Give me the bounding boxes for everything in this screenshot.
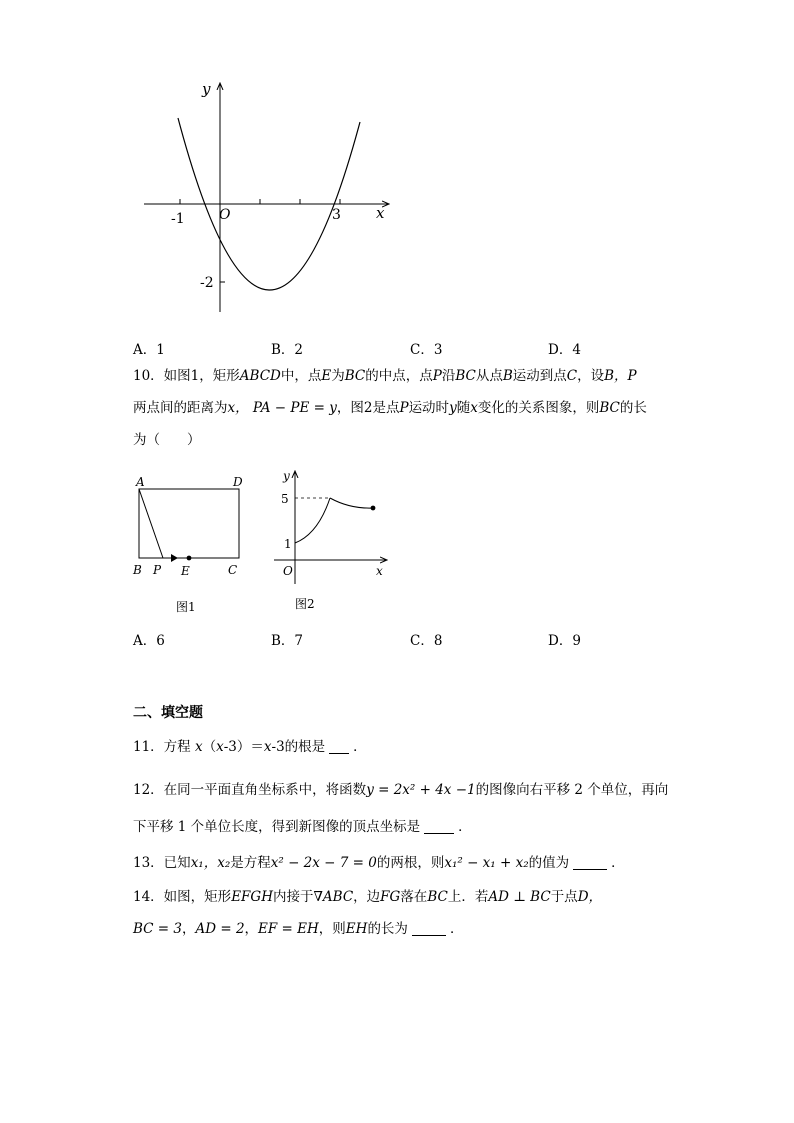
q14-line1: 14．如图，矩形EFGH内接于∇ABC，边FG落在BC上．若AD ⊥ BC于点D， — [133, 889, 603, 905]
origin-label: O — [219, 207, 231, 223]
graph-curve-falling — [330, 498, 373, 508]
q12-line1: 12．在同一平面直角坐标系中，将函数y = 2x² + 4x −1的图像向右平移 2 个单位，再向 — [133, 782, 669, 798]
graph-end-point — [371, 506, 376, 511]
q11-answer-blank[interactable] — [329, 739, 349, 754]
tick-label-neg2: -2 — [200, 275, 214, 291]
q9-option-b[interactable]: B．2 — [271, 342, 304, 358]
tick-label-neg1: -1 — [171, 211, 185, 227]
svg-text:C: C — [228, 563, 238, 577]
svg-text:P: P — [153, 563, 162, 577]
q13-answer-blank[interactable] — [573, 855, 607, 870]
q9-option-d[interactable]: D．4 — [548, 342, 581, 358]
q10-option-b[interactable]: B．7 — [271, 633, 304, 649]
q12-line2: 下平移 1 个单位长度，得到新图像的顶点坐标是 ． — [133, 819, 472, 835]
q10-line2: 两点间的距离为x， PA − PE = y，图2是点P运动时y随x变化的关系图象，则BC的长 — [133, 400, 647, 416]
y-axis-label: y — [202, 80, 211, 98]
q11-line: 11．方程 x（x-3）＝x-3的根是 ． — [133, 739, 367, 755]
rectangle-abcd — [139, 489, 239, 558]
tick-label-3: 3 — [332, 207, 341, 223]
q10-option-d[interactable]: D．9 — [548, 633, 581, 649]
svg-text:A: A — [136, 475, 145, 489]
graph-curve-rising — [295, 498, 330, 543]
q10-option-a[interactable]: A．6 — [133, 633, 165, 649]
svg-text:1: 1 — [284, 537, 292, 551]
parabola-figure — [130, 78, 400, 323]
q12-answer-blank[interactable] — [424, 819, 454, 834]
q13-line: 13．已知x₁，x₂是方程x² − 2x − 7 = 0的两根，则x₁² − x₁ + x₂的值为 ． — [133, 855, 625, 871]
figure-2 — [268, 462, 393, 614]
svg-text:O: O — [283, 564, 293, 578]
q10-line1: 10．如图1，矩形ABCD中，点E为BC的中点，点P沿BC从点B运动到点C，设B，P — [133, 368, 637, 384]
x-axis-label: x — [376, 204, 385, 222]
svg-text:E: E — [181, 564, 190, 578]
segment-ap — [139, 489, 163, 558]
svg-text:B: B — [133, 563, 142, 577]
q14-line2: BC = 3，AD = 2，EF = EH，则EH的长为 ． — [133, 921, 464, 937]
svg-text:y: y — [283, 469, 290, 483]
q10-option-c[interactable]: C．8 — [410, 633, 443, 649]
q14-answer-blank[interactable] — [412, 921, 446, 936]
q9-option-c[interactable]: C．3 — [410, 342, 443, 358]
motion-arrow — [171, 554, 178, 562]
svg-text:5: 5 — [281, 492, 289, 506]
svg-text:x: x — [376, 564, 383, 578]
figure-2-caption: 图2 — [295, 597, 315, 611]
figure-1 — [128, 470, 253, 616]
section-title: 二、填空题 — [133, 705, 203, 721]
q10-line3: 为（ ） — [133, 432, 201, 448]
point-e — [187, 556, 192, 561]
q9-option-a[interactable]: A．1 — [133, 342, 165, 358]
figure-1-caption: 图1 — [176, 600, 196, 614]
svg-text:D: D — [233, 475, 243, 489]
